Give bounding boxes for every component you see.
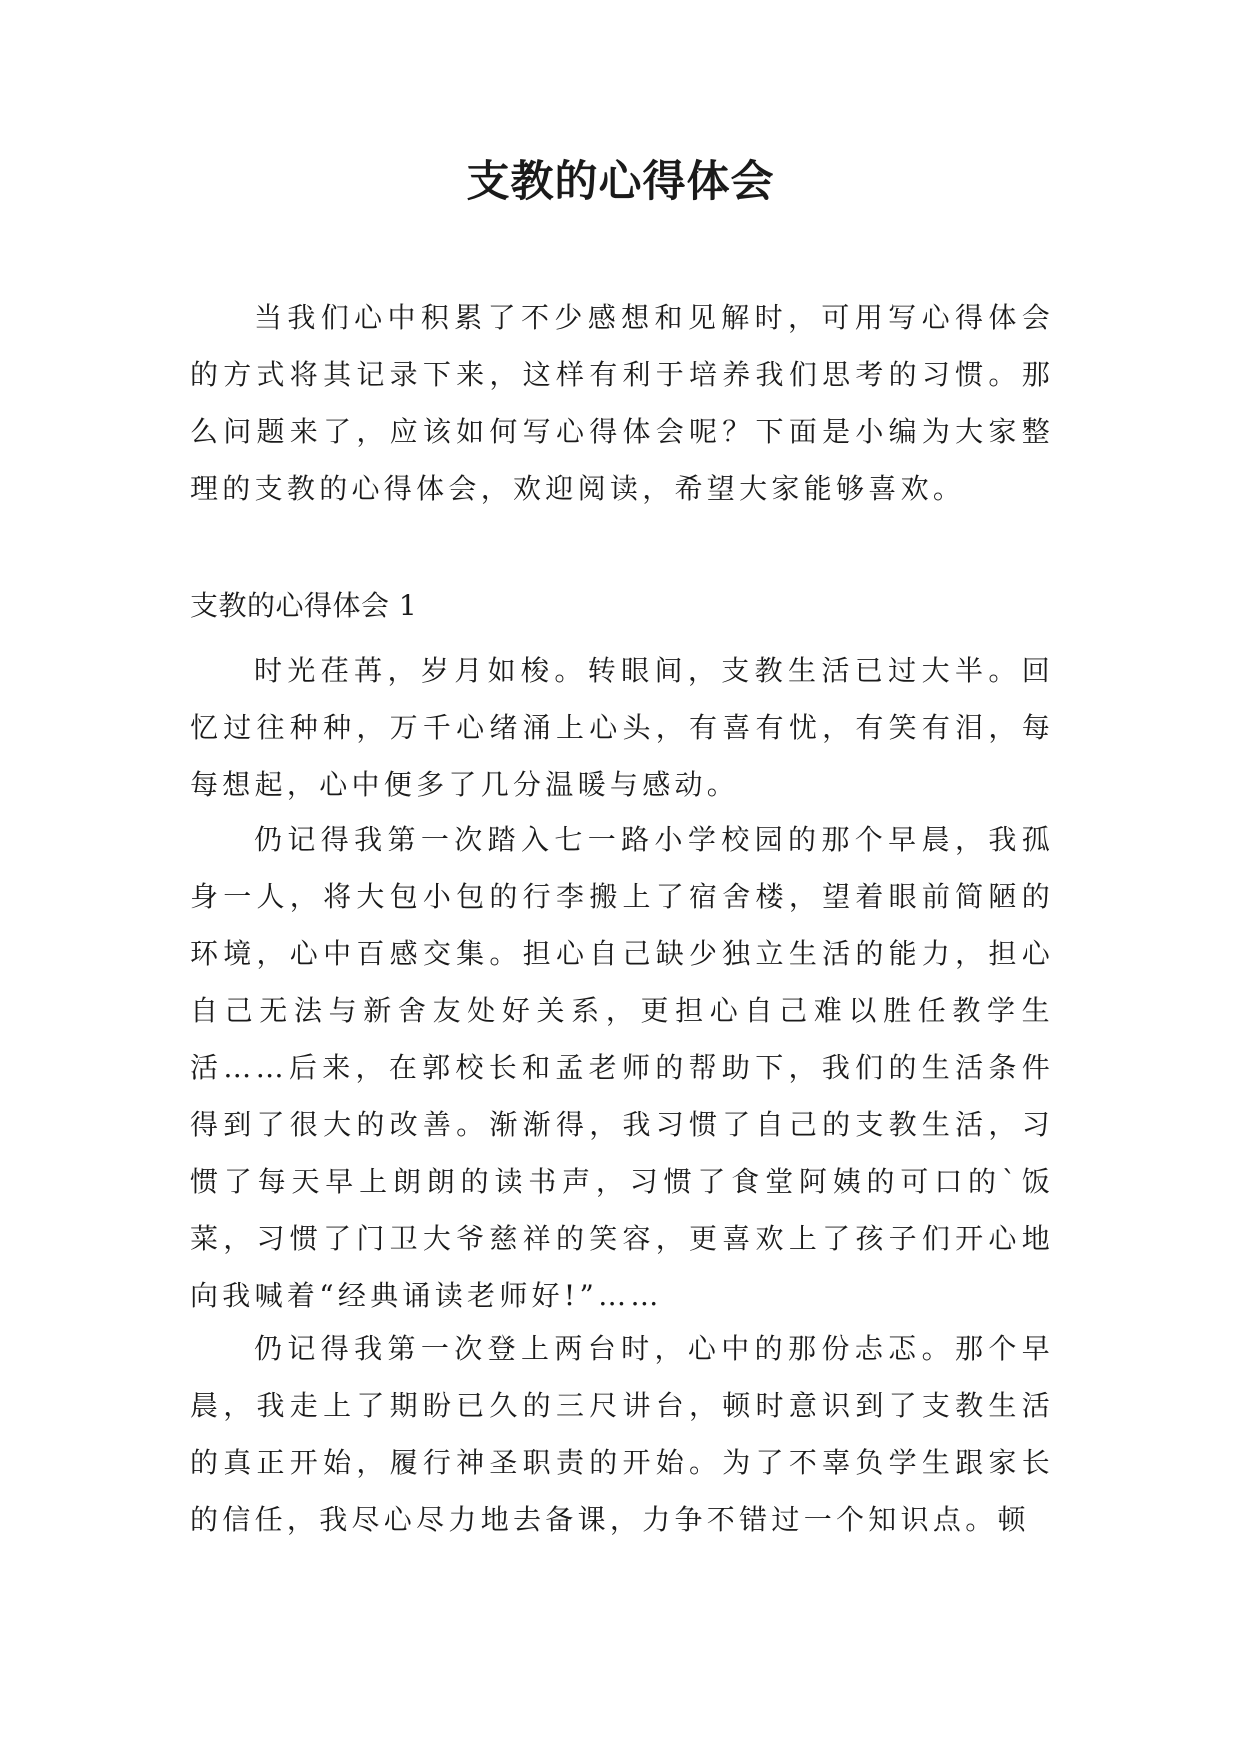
document-title: 支教的心得体会 xyxy=(466,157,775,207)
intro-paragraph: 当我们心中积累了不少感想和见解时，可用写心得体会的方式将其记录下来，这样有利于培养我们思考的习惯。那么问题来了，应该如何写心得体会呢？下面是小编为大家整理的支教的心得体会，欢迎阅读，希望大家能够喜欢。 xyxy=(190,301,1054,505)
section-heading: 支教的心得体会 1 xyxy=(190,589,418,622)
body-paragraph-1: 时光荏苒，岁月如梭。转眼间，支教生活已过大半。回忆过往种种，万千心绪涌上心头，有喜有忧，有笑有泪，每每想起，心中便多了几分温暖与感动。 xyxy=(190,654,1054,801)
body-paragraph-2: 仍记得我第一次踏入七一路小学校园的那个早晨，我孤身一人，将大包小包的行李搬上了宿舍楼，望着眼前简陋的环境，心中百感交集。担心自己缺少独立生活的能力，担心自己无法与新舍友处好关系，更担心自己难以胜任教学生活……后来，在郭校长和孟老师的帮助下，我们的生活条件得到了很大的改善。渐渐得，我习惯了自己的支教生活，习惯了每天早上朗朗的读书声，习惯了食堂阿姨的可口的`饭菜，习惯了门卫大爷慈祥的笑容，更喜欢上了孩子们开心地向我喊着“经典诵读老师好!”…… xyxy=(190,823,1054,1312)
body-paragraph-3: 仍记得我第一次登上两台时，心中的那份忐忑。那个早晨，我走上了期盼已久的三尺讲台，顿时意识到了支教生活的真正开始，履行神圣职责的开始。为了不辜负学生跟家长的信任，我尽心尽力地去备课，力争不错过一个知识点。顿 xyxy=(190,1332,1054,1536)
